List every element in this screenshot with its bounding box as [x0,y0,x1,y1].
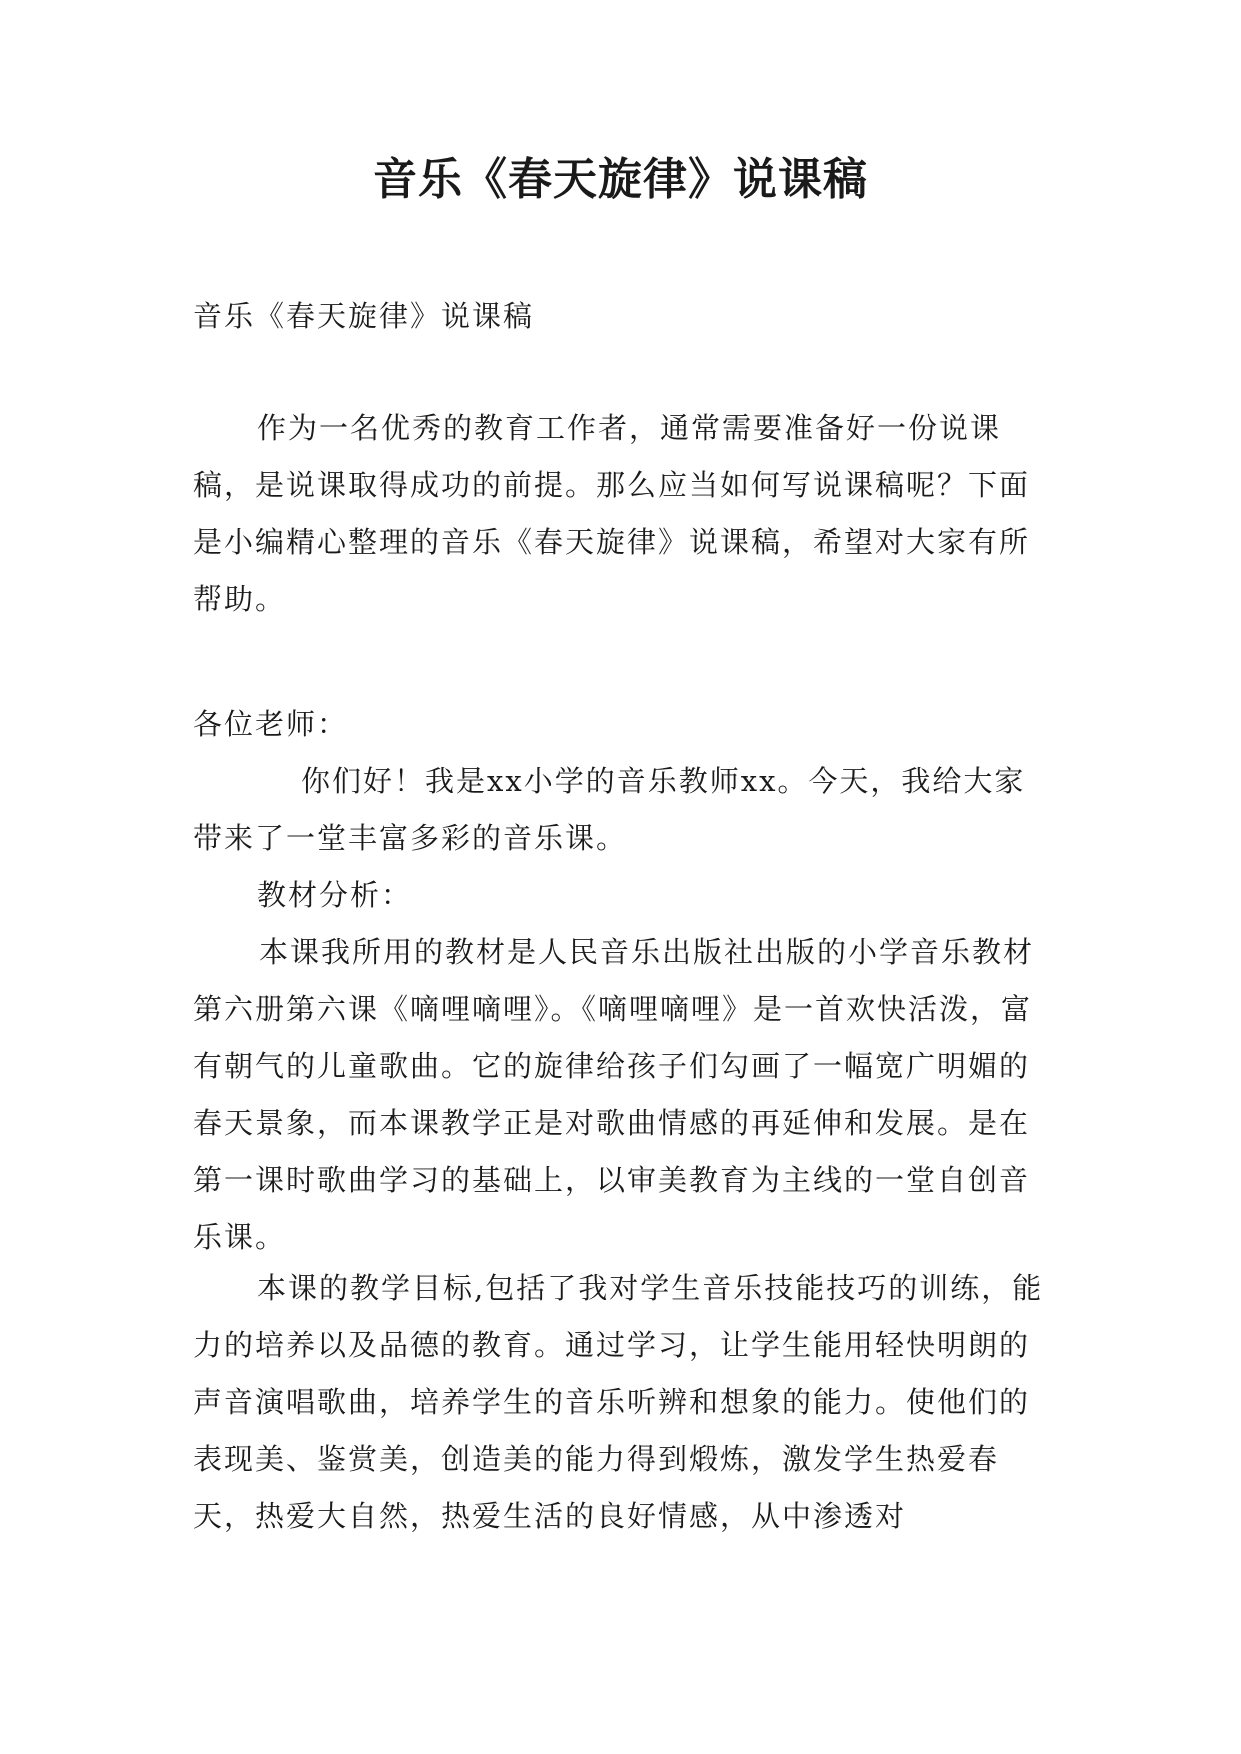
goals-paragraph: 本课的教学目标,包括了我对学生音乐技能技巧的训练，能力的培养以及品德的教育。通过学习，让学生能用轻快明朗的声音演唱歌曲，培养学生的音乐听辨和想象的能力。使他们的表现美、鉴赏美，创造美的能力得到煅炼，激发学生热爱春天，热爱大自然，热爱生活的良好情感，从中渗透对 [193,1271,1044,1533]
material-paragraph: 本课我所用的教材是人民音乐出版社出版的小学音乐教材第六册第六课《嘀哩嘀哩》。《嘀哩嘀哩》是一首欢快活泼，富有朝气的儿童歌曲。它的旋律给孩子们勾画了一幅宽广明媚的春天景象，而本课教学正是对歌曲情感的再延伸和发展。是在第一课时歌曲学习的基础上，以审美教育为主线的一堂自创音乐课。 [193,935,1035,1254]
intro-paragraph: 作为一名优秀的教育工作者，通常需要准备好一份说课稿，是说课取得成功的前提。那么应当如何写说课稿呢？下面是小编精心整理的音乐《春天旋律》说课稿，希望对大家有所帮助。 [193,411,1031,616]
document-subtitle: 音乐《春天旋律》说课稿 [193,299,535,333]
hello-paragraph: 你们好！我是xx小学的音乐教师xx。今天，我给大家带来了一堂丰富多彩的音乐课。 [193,764,1026,855]
document-title: 音乐《春天旋律》说课稿 [373,154,868,205]
greeting-line: 各位老师： [193,707,349,741]
section-heading: 教材分析： [257,878,413,912]
